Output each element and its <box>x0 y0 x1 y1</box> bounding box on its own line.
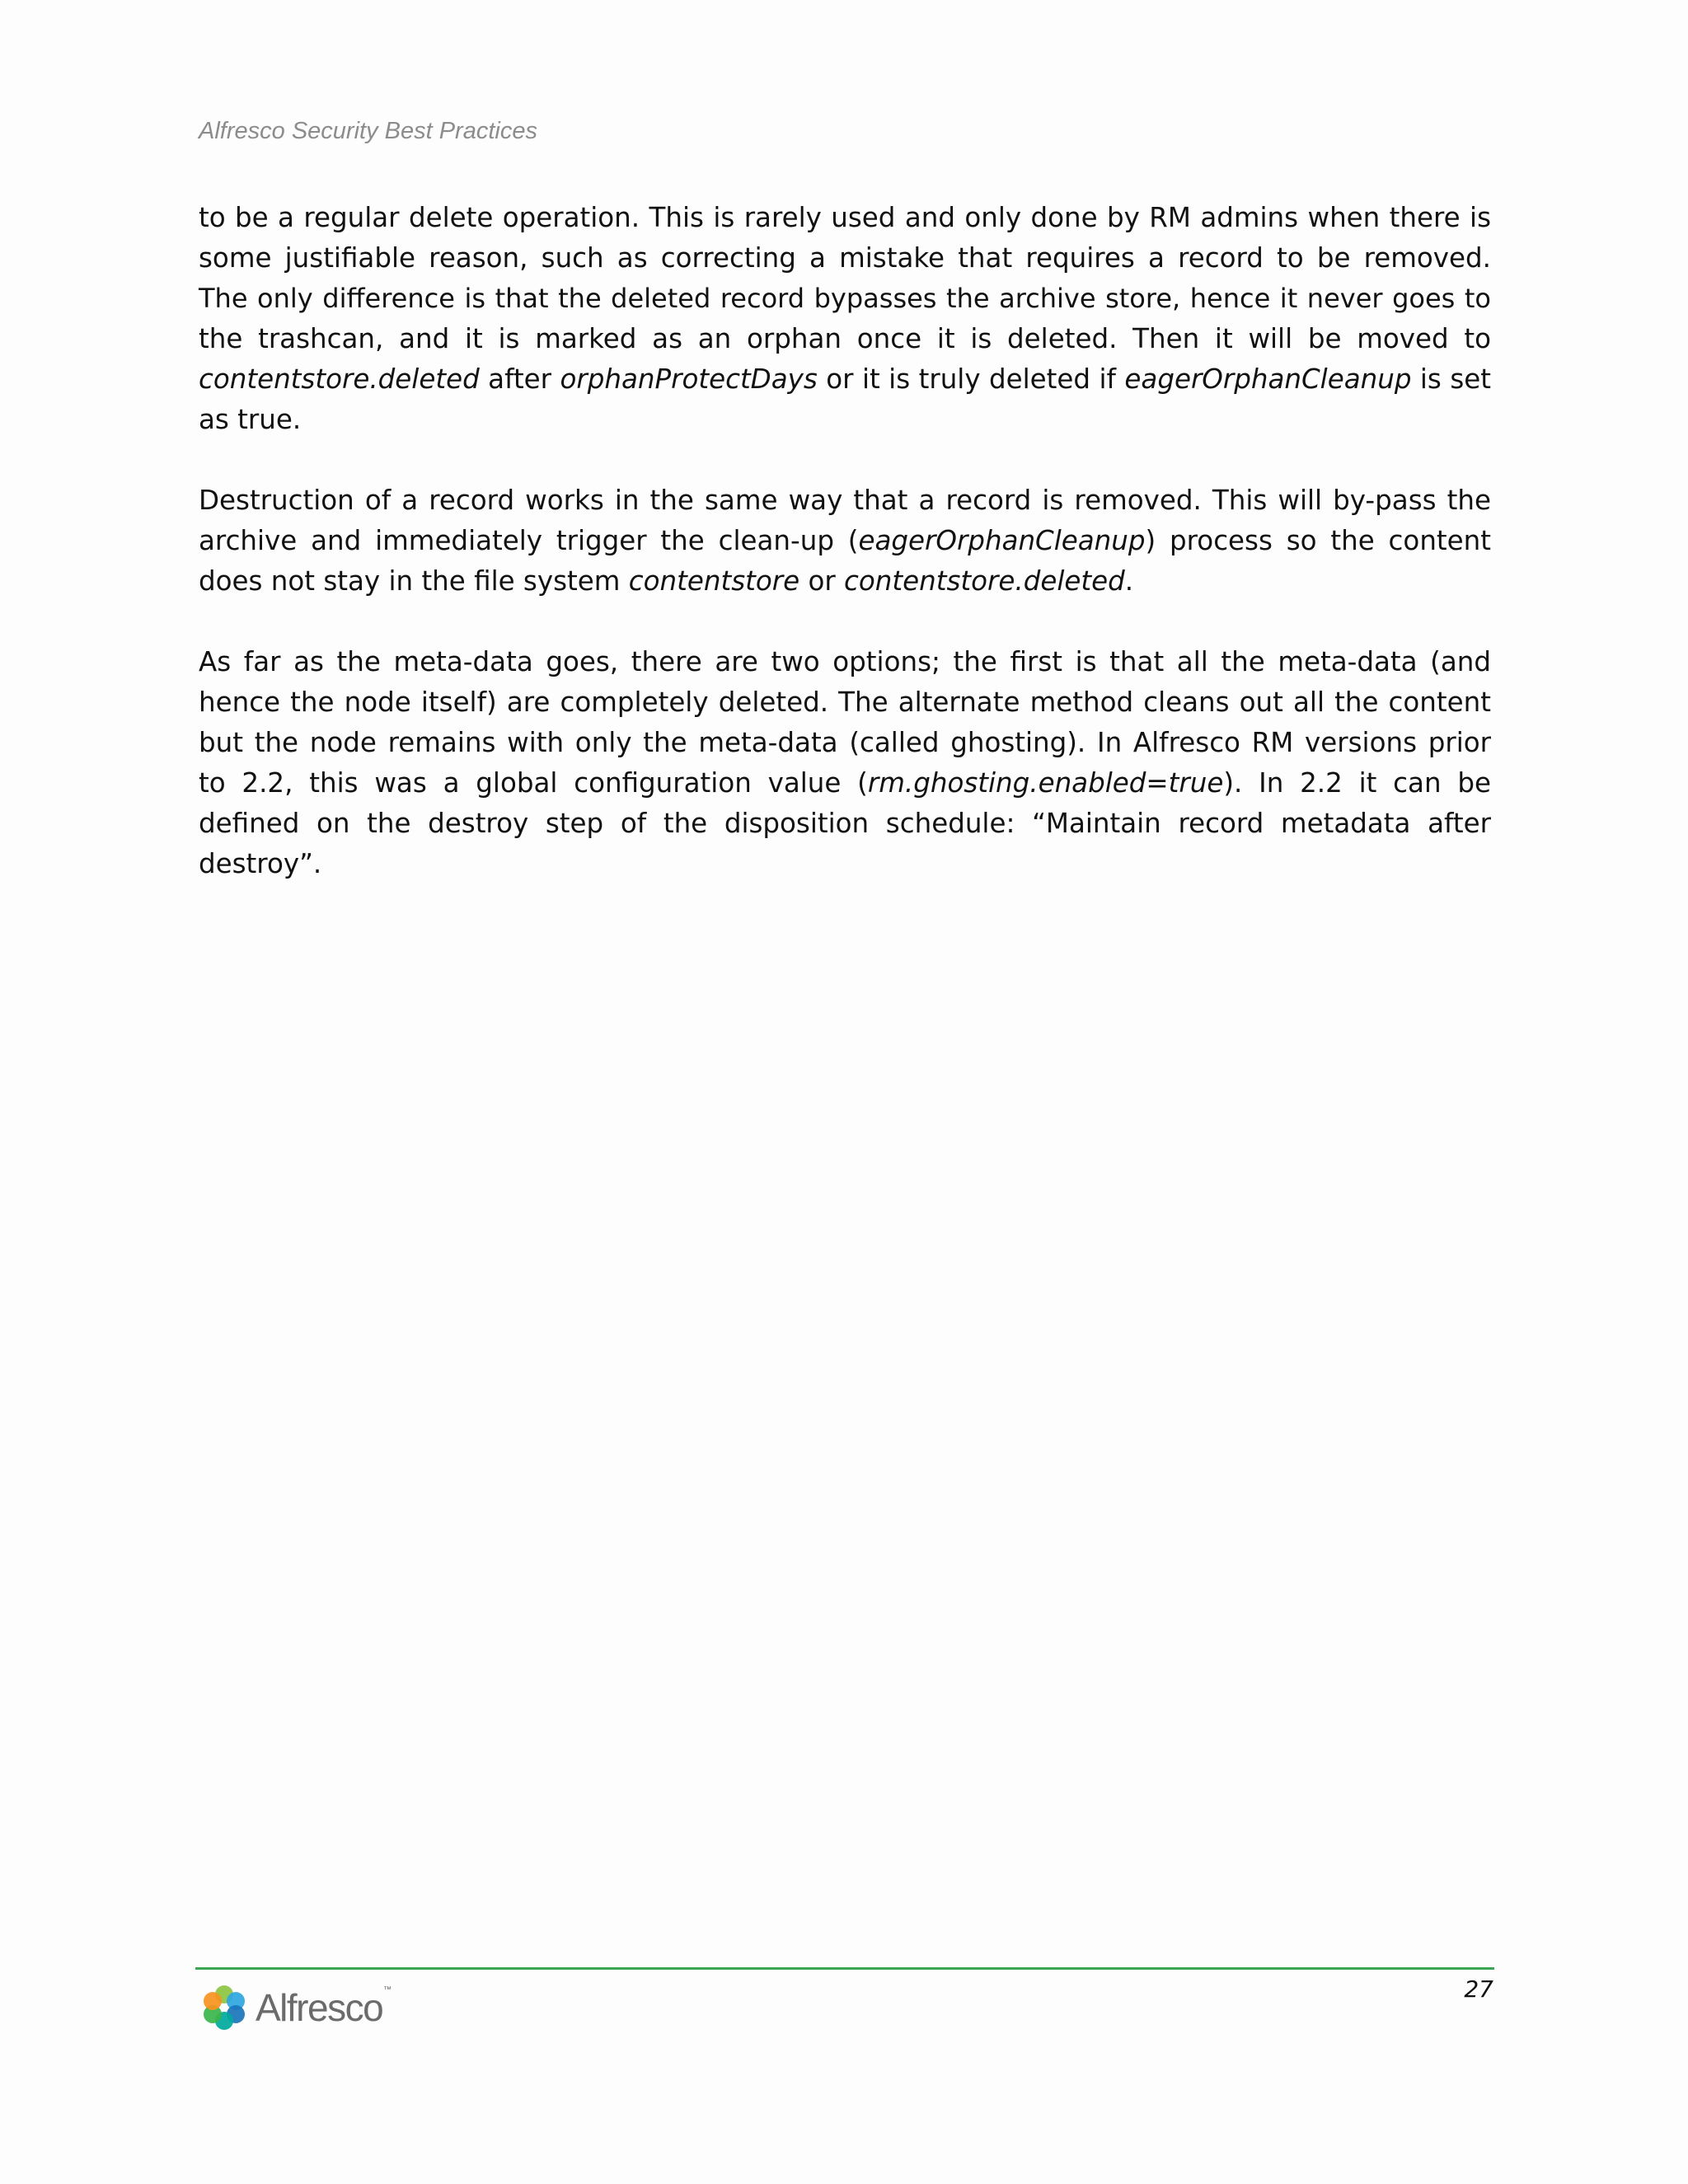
text-run: ) process so the content <box>1145 525 1491 556</box>
italic-term: contentstore.deleted <box>844 565 1125 597</box>
page-number: 27 <box>1464 1975 1493 2003</box>
text-line <box>199 844 1491 884</box>
italic-term: orphanProtectDays <box>560 363 818 395</box>
text-line <box>199 279 1491 319</box>
text-run: does not stay in the file system <box>199 565 629 597</box>
text-run: after <box>479 363 560 395</box>
footer-rule <box>195 1967 1494 1970</box>
text-run: hence the node itself) are completely deleted. The alternate method cleans out all the content <box>199 687 1491 718</box>
text-run: the trashcan, and it is marked as an orphan once it is deleted. Then it will be moved to <box>199 323 1491 354</box>
text-line <box>199 198 1491 238</box>
text-line <box>199 480 1491 521</box>
logo-wordmark: Alfresco™ <box>256 1985 391 2029</box>
body-content <box>199 198 1491 884</box>
paragraph <box>199 198 1491 440</box>
text-run: defined on the destroy step of the disposition schedule: “Maintain record metadata after <box>199 808 1491 839</box>
text-run: but the node remains with only the meta-data (called ghosting). In Alfresco RM versions prior <box>199 727 1491 758</box>
paragraph <box>199 642 1491 884</box>
text-line <box>199 561 1491 602</box>
text-run: ). In 2.2 it can be <box>1223 767 1491 799</box>
text-run: some justifiable reason, such as correcting a mistake that requires a record to be removed. <box>199 242 1491 274</box>
text-run: As far as the meta-data goes, there are two options; the first is that all the meta-data (and <box>199 646 1491 677</box>
text-line <box>199 400 1491 440</box>
text-line <box>199 238 1491 279</box>
text-line <box>199 642 1491 682</box>
text-run: The only difference is that the deleted record bypasses the archive store, hence it never goes to <box>199 283 1491 314</box>
italic-term: contentstore <box>628 565 800 597</box>
text-line <box>199 763 1491 804</box>
alfresco-flower-icon <box>198 1981 251 2034</box>
text-line <box>199 319 1491 359</box>
paragraph <box>199 480 1491 602</box>
text-run: as true. <box>199 404 302 435</box>
text-run: or it is truly deleted if <box>817 363 1125 395</box>
text-run: to be a regular delete operation. This is rarely used and only done by RM admins when there is <box>199 202 1491 233</box>
text-line <box>199 682 1491 723</box>
text-run: to 2.2, this was a global configuration value ( <box>199 767 868 799</box>
text-run: is set <box>1411 363 1491 395</box>
text-run: archive and immediately trigger the clean-up ( <box>199 525 859 556</box>
text-line <box>199 723 1491 763</box>
text-run: or <box>799 565 845 597</box>
text-run: destroy”. <box>199 848 322 879</box>
italic-term: eagerOrphanCleanup <box>858 525 1146 556</box>
italic-term: eagerOrphanCleanup <box>1124 363 1412 395</box>
text-run: Destruction of a record works in the same way that a record is removed. This will by-pass the <box>199 485 1491 516</box>
italic-term: rm.ghosting.enabled=true <box>867 767 1224 799</box>
text-line <box>199 804 1491 844</box>
text-line <box>199 521 1491 561</box>
text-run: . <box>1124 565 1134 597</box>
alfresco-logo <box>198 1978 391 2037</box>
running-header: Alfresco Security Best Practices <box>199 118 537 144</box>
text-line <box>199 359 1491 400</box>
italic-term: contentstore.deleted <box>199 363 480 395</box>
